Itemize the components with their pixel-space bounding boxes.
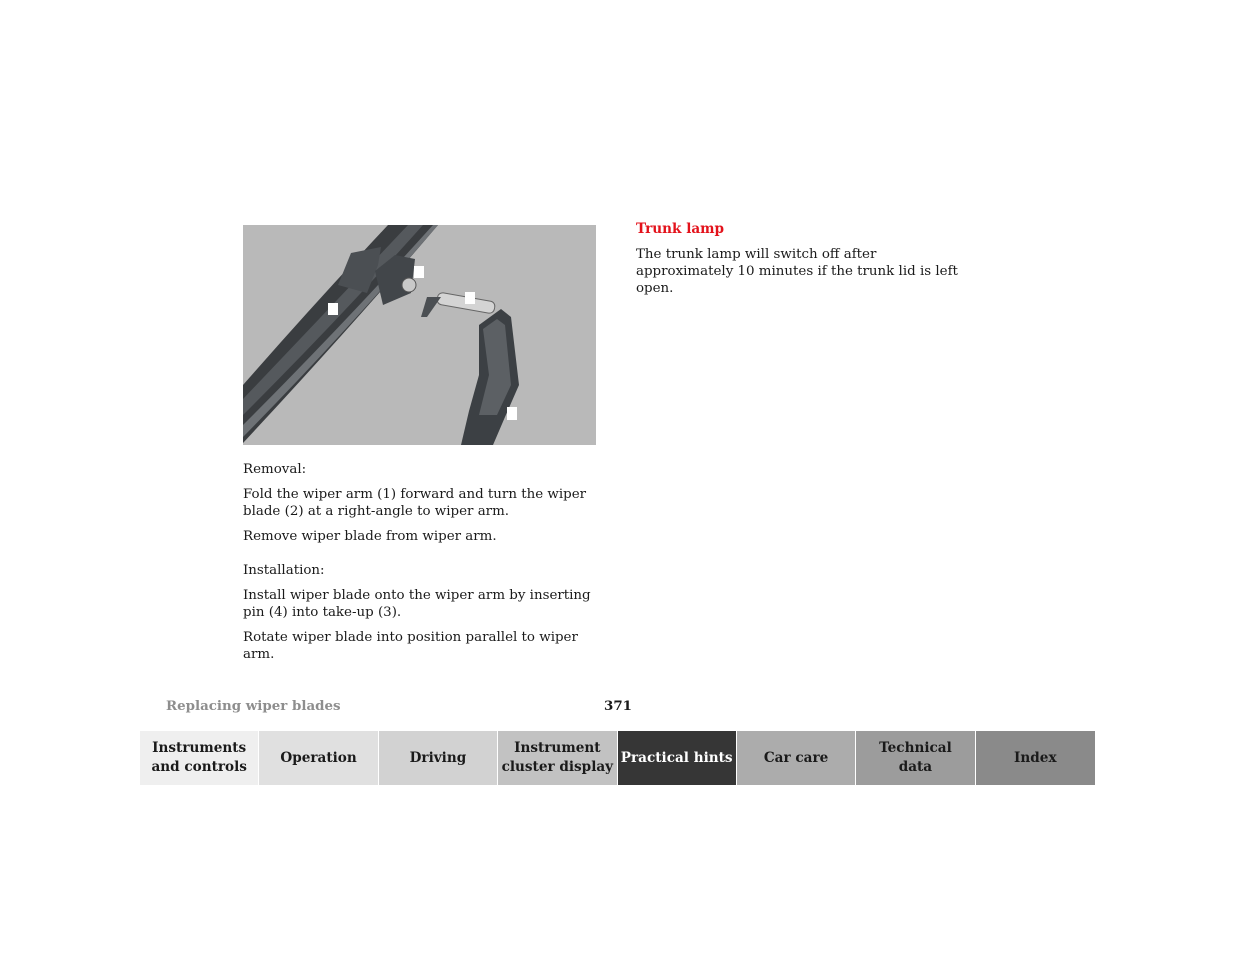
pin-hook [421, 297, 441, 317]
removal-heading: Removal: [243, 462, 307, 477]
trunk-lamp-body: The trunk lamp will switch off after approximately 10 minutes if the trunk lid is left open. [636, 247, 958, 296]
wiper-blade-edge [243, 225, 438, 437]
installation-step-1: Install wiper blade onto the wiper arm by inserting pin (4) into take-up (3). [243, 588, 591, 620]
section-title: Replacing wiper blades [166, 698, 341, 714]
tab-driving[interactable]: Driving [379, 731, 498, 785]
tab-car-care[interactable]: Car care [737, 731, 856, 785]
take-up-hole [402, 278, 416, 292]
wiper-blade-illustration [243, 225, 596, 445]
installation-heading: Installation: [243, 563, 325, 578]
trunk-lamp-heading: Trunk lamp [636, 221, 725, 237]
wiper-blade-highlight [243, 225, 423, 415]
tab-practical-hints[interactable]: Practical hints [618, 731, 737, 785]
label-marker-3 [414, 266, 424, 278]
tab-instrument-cluster-display[interactable]: Instrument cluster display [498, 731, 617, 785]
wiper-instructions [243, 461, 603, 663]
trunk-lamp-section [636, 221, 976, 297]
tab-operation[interactable]: Operation [259, 731, 378, 785]
installation-step-2: Rotate wiper blade into position parallel to wiper arm. [243, 630, 578, 662]
removal-step-2: Remove wiper blade from wiper arm. [243, 529, 497, 544]
wiper-blade-drawing [243, 225, 596, 445]
removal-step-1: Fold the wiper arm (1) forward and turn the wiper blade (2) at a right-angle to wiper arm. [243, 487, 587, 519]
tab-instruments-and-controls[interactable]: Instruments and controls [140, 731, 259, 785]
page-number: 371 [604, 698, 632, 714]
chapter-tabs [140, 731, 1095, 785]
label-marker-2 [328, 303, 338, 315]
tab-technical-data[interactable]: Technical data [856, 731, 975, 785]
label-marker-4 [465, 292, 475, 304]
label-marker-1 [507, 407, 517, 420]
tab-index[interactable]: Index [976, 731, 1095, 785]
